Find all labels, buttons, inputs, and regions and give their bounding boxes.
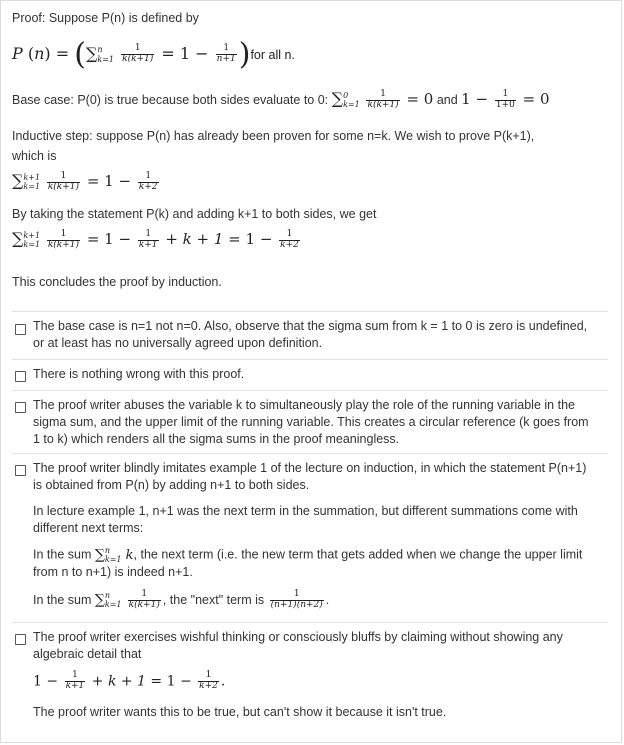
inductive-step-line1: Inductive step: suppose P(n) has already been proven for some n=k. We wish to prove P(k+1),	[12, 129, 535, 143]
option-sum1-text: In the sum ∑ n k=1 k, the next term (i.e. the new term that gets added when we change the upper limit from n to n+1) is indeed n+1.	[33, 546, 583, 580]
pn-definition-equation: P (n) = (∑ n k=1 $\frac{1}{k(k+1)}$ = 1 − $\frac{1}{n+1}$ )for all n.	[12, 37, 295, 72]
adding-statement: By taking the statement P(k) and adding k+1 to both sides, we get	[12, 207, 377, 221]
equation-k-plus-1: ∑ k+1 k=1 $\frac{1}{k(k+1)}$ = 1 − $\frac{1}{k+2}$	[12, 170, 158, 192]
option-explanation-para: In lecture example 1, n+1 was the next term in the summation, but different summations come with different next terms:	[33, 504, 578, 535]
option-label: There is nothing wrong with this proof.	[33, 367, 245, 381]
conclusion-text: This concludes the proof by induction.	[12, 275, 222, 289]
answer-option-5[interactable]	[12, 622, 608, 733]
option-checkbox[interactable]	[15, 324, 26, 335]
base-case-line: Base case: P(0) is true because both sides evaluate to 0: ∑ 0 k=1 $\frac{1}{k(k+1)}$ = 0 and 1 − $\frac{1}{1+0}$ = 0	[12, 88, 550, 110]
option-checkbox[interactable]	[15, 402, 26, 413]
inductive-step-line2: which is	[12, 149, 57, 163]
option-checkbox[interactable]	[15, 465, 26, 476]
option-checkbox[interactable]	[15, 371, 26, 382]
option-checkbox[interactable]	[15, 634, 26, 645]
option-label: The proof writer blindly imitates example 1 of the lecture on induction, in which the statement P(n+1) is obtained from P(n) by adding n+1 to both sides.	[33, 461, 587, 492]
option-label: The proof writer abuses the variable k to simultaneously play the role of the running variable in the sigma sum, and the upper limit of the running variable. This creates a circular reference (k goes from 1 to k) which renders all the sigma sums in the proof meaningless.	[33, 398, 589, 446]
option-label: The base case is n=1 not n=0. Also, observe that the sigma sum from k = 1 to 0 is zero is undefined, or at least has no universally agreed upon definition.	[33, 319, 588, 350]
option-sum2-text: In the sum ∑ n k=1 $\frac{1}{k(k+1)}$ , the "next" term is $\frac{1}{(n+1)(n+2)}$ .	[33, 589, 330, 610]
answer-option-3[interactable]	[12, 390, 608, 453]
answer-option-1[interactable]	[12, 311, 608, 360]
intro-text: Proof: Suppose P(n) is defined by	[12, 11, 199, 25]
option-claimed-equation: 1 − $\frac{1}{k+1}$ + k + 1 = 1 − $\frac{1}{k+2}$ .	[33, 670, 226, 691]
option-closing-text: The proof writer wants this to be true, but can't show it because it isn't true.	[33, 705, 447, 719]
equation-after-adding: ∑ k+1 k=1 $\frac{1}{k(k+1)}$ = 1 − $\frac{1}{k+1}$ + k + 1 = 1 − $\frac{1}{k+2}$	[12, 228, 299, 250]
answer-option-2[interactable]	[12, 359, 608, 390]
option-label: The proof writer exercises wishful thinking or consciously bluffs by claiming without showing any algebraic detail that	[33, 630, 563, 661]
answer-option-4[interactable]	[12, 453, 608, 622]
